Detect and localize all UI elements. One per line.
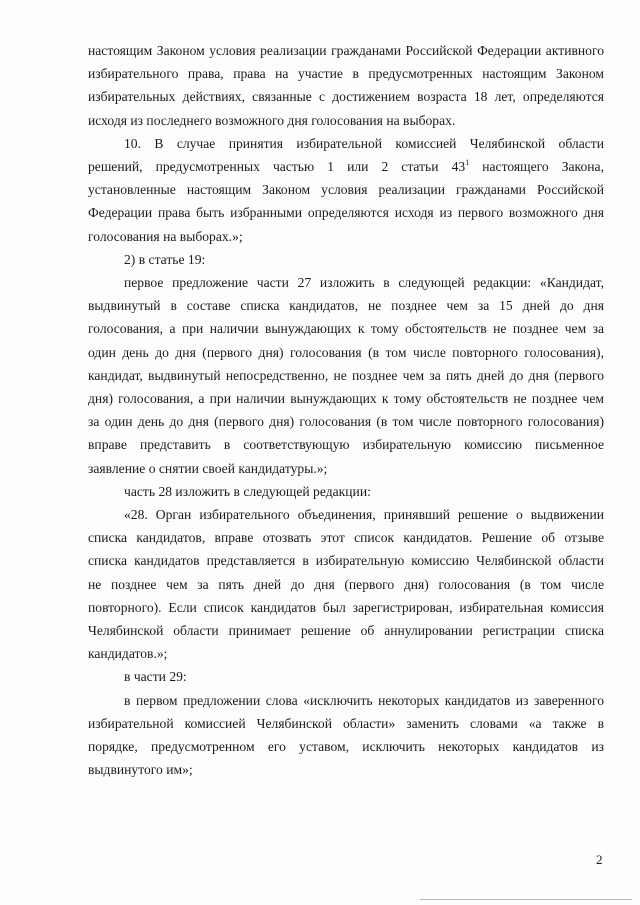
superscript: 1 <box>465 158 470 168</box>
paragraph <box>88 132 604 248</box>
text-line: вправе представить в соответствующую избирательную комиссию письменное <box>88 437 604 453</box>
text-line: голосования на выборах.»; <box>88 228 243 244</box>
text-line: 2) в статье 19: <box>124 251 206 267</box>
text-line: Федерации права быть избранными определяются исходя из первого возможного дня <box>88 205 604 221</box>
text-line: избирательного права, права на участие в предусмотренных настоящим Законом <box>88 66 604 82</box>
text-line: избирательной комиссией Челябинской области» заменить словами «а также в <box>88 715 604 731</box>
text-line: повторного). Если список кандидатов был зарегистрирован, избирательная комиссия <box>88 599 604 615</box>
footer-rule <box>420 899 632 900</box>
paragraph <box>88 503 604 665</box>
text-line: за один день до дня (первого дня) голосования (в том числе повторного голосования) <box>88 414 604 430</box>
text-line: решений, предусмотренных частью 1 или 2 статьи $43^1$ настоящего Закона, <box>88 158 604 175</box>
paragraph <box>88 665 604 688</box>
page-number: 2 <box>596 852 603 867</box>
text-line: часть 28 изложить в следующей редакции: <box>124 483 371 499</box>
text-line: один день до дня (первого дня) голосования (в том числе повторного голосования), <box>88 344 604 360</box>
text-line: настоящим Законом условия реализации гражданами Российской Федерации активного <box>88 43 604 58</box>
paragraph <box>88 271 604 480</box>
text-line: порядке, предусмотренном его уставом, исключить некоторых кандидатов из <box>88 739 604 755</box>
text-line: исходя из последнего возможного дня голосования на выборах. <box>88 112 456 128</box>
text-line: выдвинутый в составе списка кандидатов, не позднее чем за 15 дней до дня <box>88 298 604 314</box>
text-line: избирательных действиях, связанные с достижением возраста 18 лет, определяются <box>88 89 604 105</box>
text-line: 10. В случае принятия избирательной комиссией Челябинской области <box>124 135 604 151</box>
text-line: установленные настоящим Законом условия реализации гражданами Российской <box>88 182 604 198</box>
text-line: выдвинутого им»; <box>88 762 193 778</box>
text-line: кандидатов.»; <box>88 646 168 662</box>
text-line: голосования, а при наличии вынуждающих к тому обстоятельств не позднее чем за <box>88 321 604 337</box>
paragraph <box>88 480 604 503</box>
text-line: списка кандидатов представляется в избирательную комиссию Челябинской области <box>88 553 604 569</box>
text-line: в первом предложении слова «исключить некоторых кандидатов из заверенного <box>124 692 604 708</box>
text-line: в части 29: <box>124 669 187 685</box>
paragraph <box>88 39 604 132</box>
text-line: «28. Орган избирательного объединения, принявший решение о выдвижении <box>124 507 604 523</box>
text-line: первое предложение части 27 изложить в следующей редакции: «Кандидат, <box>124 275 604 291</box>
text-line: кандидат, выдвинутый непосредственно, не позднее чем за пять дней до дня (первого <box>88 367 604 383</box>
text-line: Челябинской области принимает решение об аннулировании регистрации списка <box>88 623 604 639</box>
text-line: дня) голосования, а при наличии вынуждающих к тому обстоятельств не позднее чем <box>88 391 604 407</box>
paragraph <box>88 248 604 271</box>
paragraph <box>88 689 604 782</box>
text-line: заявление о снятии своей кандидатуры.»; <box>88 460 328 476</box>
text-line: не позднее чем за пять дней до дня (первого дня) голосования (в том числе <box>88 576 604 592</box>
text-line: списка кандидатов, вправе отозвать этот список кандидатов. Решение об отзыве <box>88 530 604 546</box>
document-body <box>88 39 604 782</box>
